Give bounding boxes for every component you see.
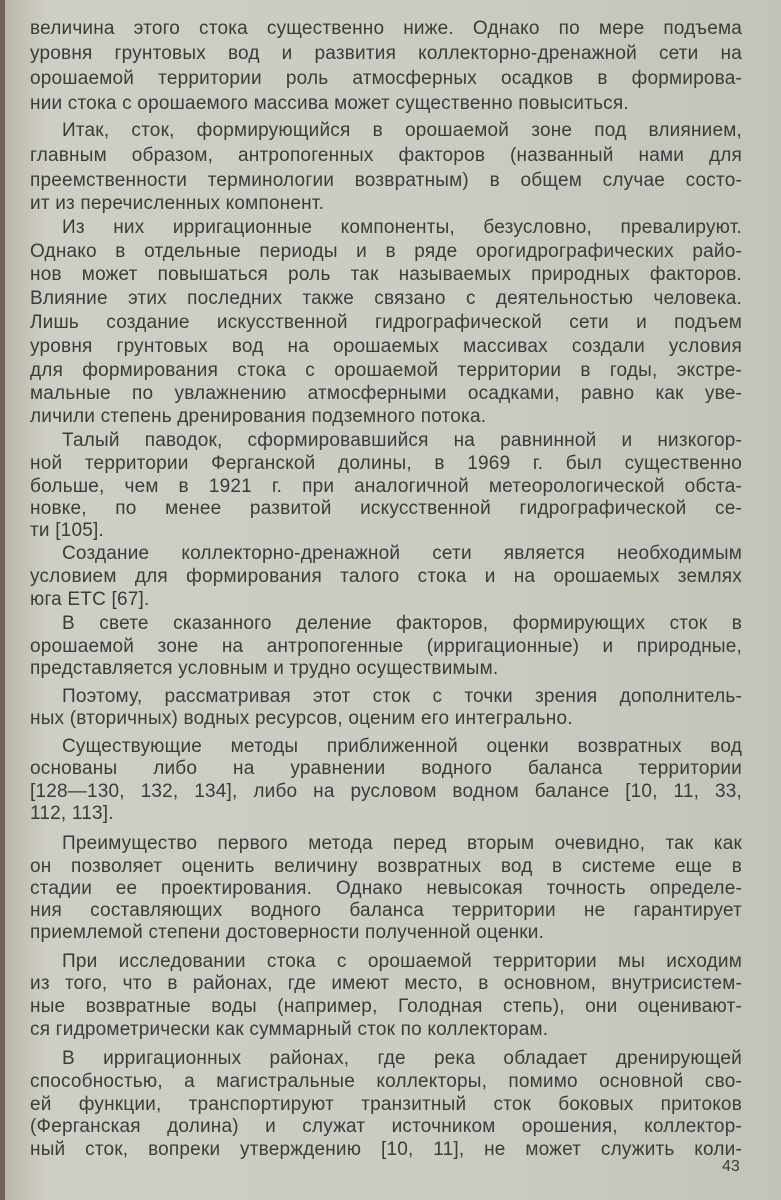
text-line: Итак, сток, формирующийся в орошаемой зоне под влиянием, bbox=[62, 120, 742, 141]
text-line: В свете сказанного деление факторов, формирующих сток в bbox=[62, 613, 742, 634]
text-line: ся гидрометрически как суммарный сток по коллекторам. bbox=[30, 1019, 549, 1040]
text-line: он позволяет оценить величину возвратных вод в системе еще в bbox=[30, 856, 742, 877]
text-line: ти [105]. bbox=[30, 520, 104, 541]
text-line: мальные по увлажнению атмосферными осадками, равно как уве- bbox=[30, 383, 742, 404]
text-line: нов может повышаться роль так называемых природных факторов. bbox=[30, 264, 742, 285]
text-line: способностью, а магистральные коллекторы, помимо основной сво- bbox=[30, 1071, 742, 1092]
text-line: ный сток, вопреки утверждению [10, 11], не может служить коли- bbox=[30, 1139, 742, 1160]
text-line: [128—130, 132, 134], либо на русловом водном балансе [10, 11, 33, bbox=[30, 781, 742, 802]
text-line: приемлемой степени достоверности полученной оценки. bbox=[30, 922, 545, 943]
text-line: В ирригационных районах, где река обладает дренирующей bbox=[62, 1048, 742, 1069]
text-line: ит из перечисленных компонент. bbox=[30, 193, 325, 214]
text-line: орошаемой зоне на антропогенные (ирригационные) и природные, bbox=[30, 636, 742, 657]
text-line: Влияние этих последних также связано с деятельностью человека. bbox=[30, 288, 742, 309]
text-line: Существующие методы приближенной оценки возвратных вод bbox=[62, 736, 742, 757]
book-binding-edge bbox=[0, 0, 5, 1200]
text-line: орошаемой территории роль атмосферных осадков в формирова- bbox=[30, 68, 742, 89]
text-line: (Ферганская долина) и служат источником орошения, коллектор- bbox=[30, 1116, 742, 1137]
text-line: новке, по менее развитой искусственной гидрографической се- bbox=[30, 498, 742, 519]
text-line: больше, чем в 1921 г. при аналогичной метеорологической обста- bbox=[30, 476, 742, 497]
text-line: ния составляющих водного баланса территории не гарантирует bbox=[30, 900, 742, 921]
text-line: величина этого стока существенно ниже. Однако по мере подъема bbox=[30, 18, 742, 39]
text-line: стадии ее проектирования. Однако невысокая точность определе- bbox=[30, 878, 742, 899]
text-line: Поэтому, рассматривая этот сток с точки зрения дополнитель- bbox=[62, 686, 742, 707]
text-line: При исследовании стока с орошаемой территории мы исходим bbox=[62, 951, 742, 972]
text-line: основаны либо на уравнении водного баланса территории bbox=[30, 758, 742, 779]
text-line: условием для формирования талого стока и на орошаемых землях bbox=[30, 566, 742, 587]
text-line: Лишь создание искусственной гидрографической сети и подъем bbox=[30, 312, 742, 333]
text-line: преемственности терминологии возвратным) в общем случае состо- bbox=[30, 170, 742, 191]
text-line: ные возвратные воды (например, Голодная степь), они оценивают- bbox=[30, 996, 742, 1017]
text-line: главным образом, антропогенных факторов (названный нами для bbox=[30, 145, 742, 166]
text-line: ных (вторичных) водных ресурсов, оценим его интегрально. bbox=[30, 708, 573, 729]
text-line: юга ЕТС [67]. bbox=[30, 589, 150, 610]
text-line: Талый паводок, сформировавшийся на равнинной и низкогор- bbox=[62, 430, 742, 451]
text-line: представляется условным и трудно осуществимым. bbox=[30, 658, 499, 679]
text-line: уровня грунтовых вод на орошаемых массивах создали условия bbox=[30, 336, 742, 357]
text-line: нии стока с орошаемого массива может существенно повыситься. bbox=[30, 93, 629, 114]
text-line: ей функции, транспортируют транзитный сток боковых притоков bbox=[30, 1094, 742, 1115]
page-number: 43 bbox=[722, 1158, 740, 1175]
text-line: ной территории Ферганской долины, в 1969 г. был существенно bbox=[30, 453, 742, 474]
text-line: личили степень дренирования подземного потока. bbox=[30, 406, 487, 427]
text-line: Однако в отдельные периоды и в ряде орогидрографических райо- bbox=[30, 241, 742, 262]
text-line: Создание коллекторно-дренажной сети является необходимым bbox=[62, 543, 742, 564]
text-line: 112, 113]. bbox=[30, 803, 114, 824]
text-line: Преимущество первого метода перед вторым очевидно, так как bbox=[62, 833, 742, 854]
text-line: уровня грунтовых вод и развития коллекторно-дренажной сети на bbox=[30, 43, 742, 64]
text-line: для формирования стока с орошаемой территории в годы, экстре- bbox=[30, 360, 742, 381]
text-line: Из них ирригационные компоненты, безусловно, превалируют. bbox=[62, 217, 742, 238]
text-line: из того, что в районах, где имеют место, в основном, внутрисистем- bbox=[30, 973, 742, 994]
